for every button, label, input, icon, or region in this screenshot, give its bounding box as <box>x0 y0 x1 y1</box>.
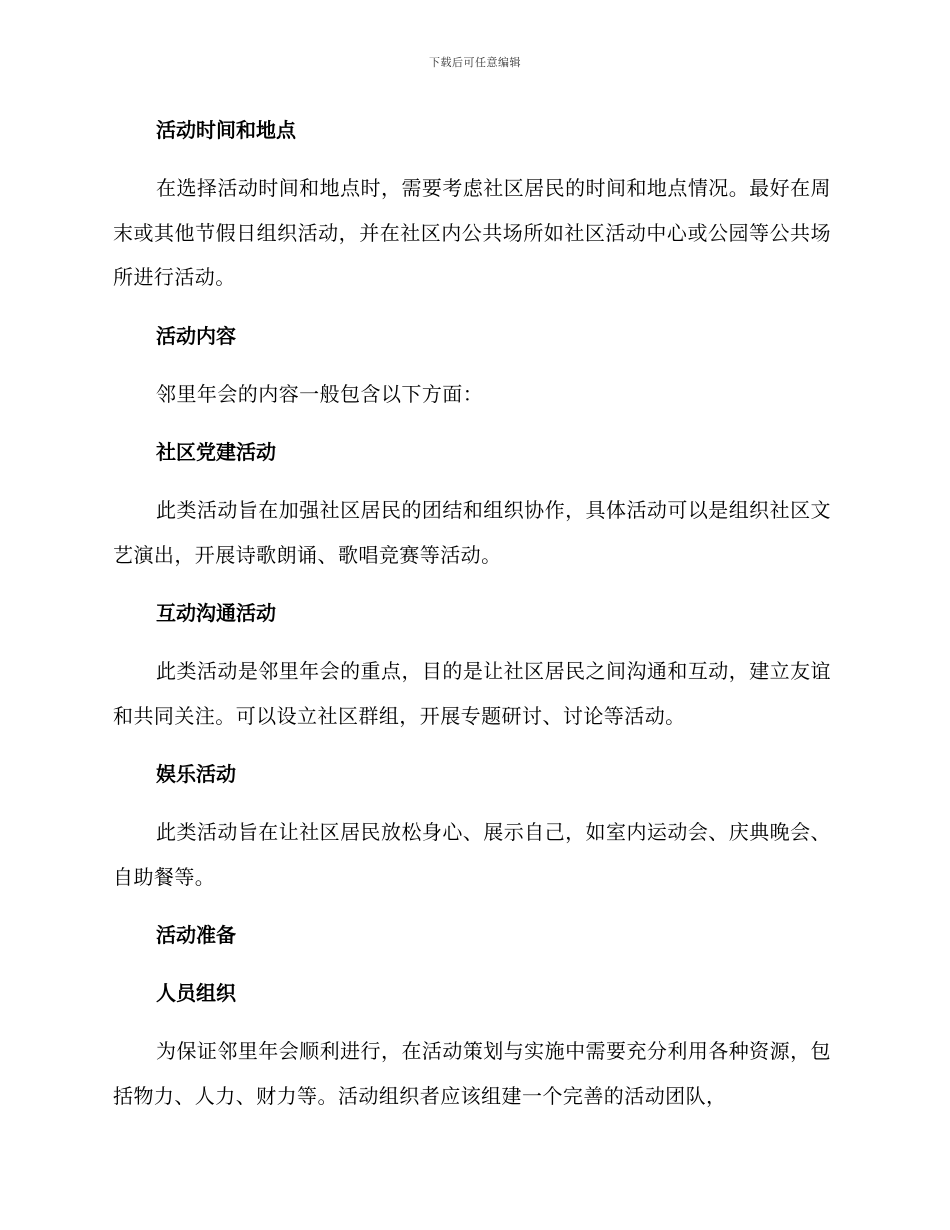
header-note: 下载后可任意编辑 <box>429 56 521 69</box>
subheading-party-building: 社区党建活动 <box>156 440 276 464</box>
subheading-staffing: 人员组织 <box>156 981 236 1005</box>
section-heading-time-place: 活动时间和地点 <box>156 118 296 142</box>
paragraph-party-building: 此类活动旨在加强社区居民的团结和组织协作，具体活动可以是组织社区文艺演出，开展诗歌朗诵、歌唱竞赛等活动。 <box>113 498 831 567</box>
paragraph-content-intro: 邻里年会的内容一般包含以下方面： <box>156 381 484 406</box>
subheading-interaction: 互动沟通活动 <box>156 601 276 625</box>
document-body <box>113 108 831 1132</box>
section-heading-content: 活动内容 <box>156 323 236 348</box>
paragraph-entertainment: 此类活动旨在让社区居民放松身心、展示自己，如室内运动会、庆典晚会、自助餐等。 <box>113 820 831 889</box>
subheading-entertainment: 娱乐活动 <box>156 762 236 786</box>
section-heading-preparation: 活动准备 <box>156 923 236 947</box>
paragraph-time-place: 在选择活动时间和地点时，需要考虑社区居民的时间和地点情况。最好在周末或其他节假日组织活动，并在社区内公共场所如社区活动中心或公园等公共场所进行活动。 <box>113 176 831 289</box>
paragraph-interaction: 此类活动是邻里年会的重点，目的是让社区居民之间沟通和互动，建立友谊和共同关注。可以设立社区群组，开展专题研讨、讨论等活动。 <box>113 659 831 728</box>
paragraph-staffing: 为保证邻里年会顺利进行，在活动策划与实施中需要充分利用各种资源，包括物力、人力、财力等。活动组织者应该组建一个完善的活动团队， <box>113 1039 831 1108</box>
